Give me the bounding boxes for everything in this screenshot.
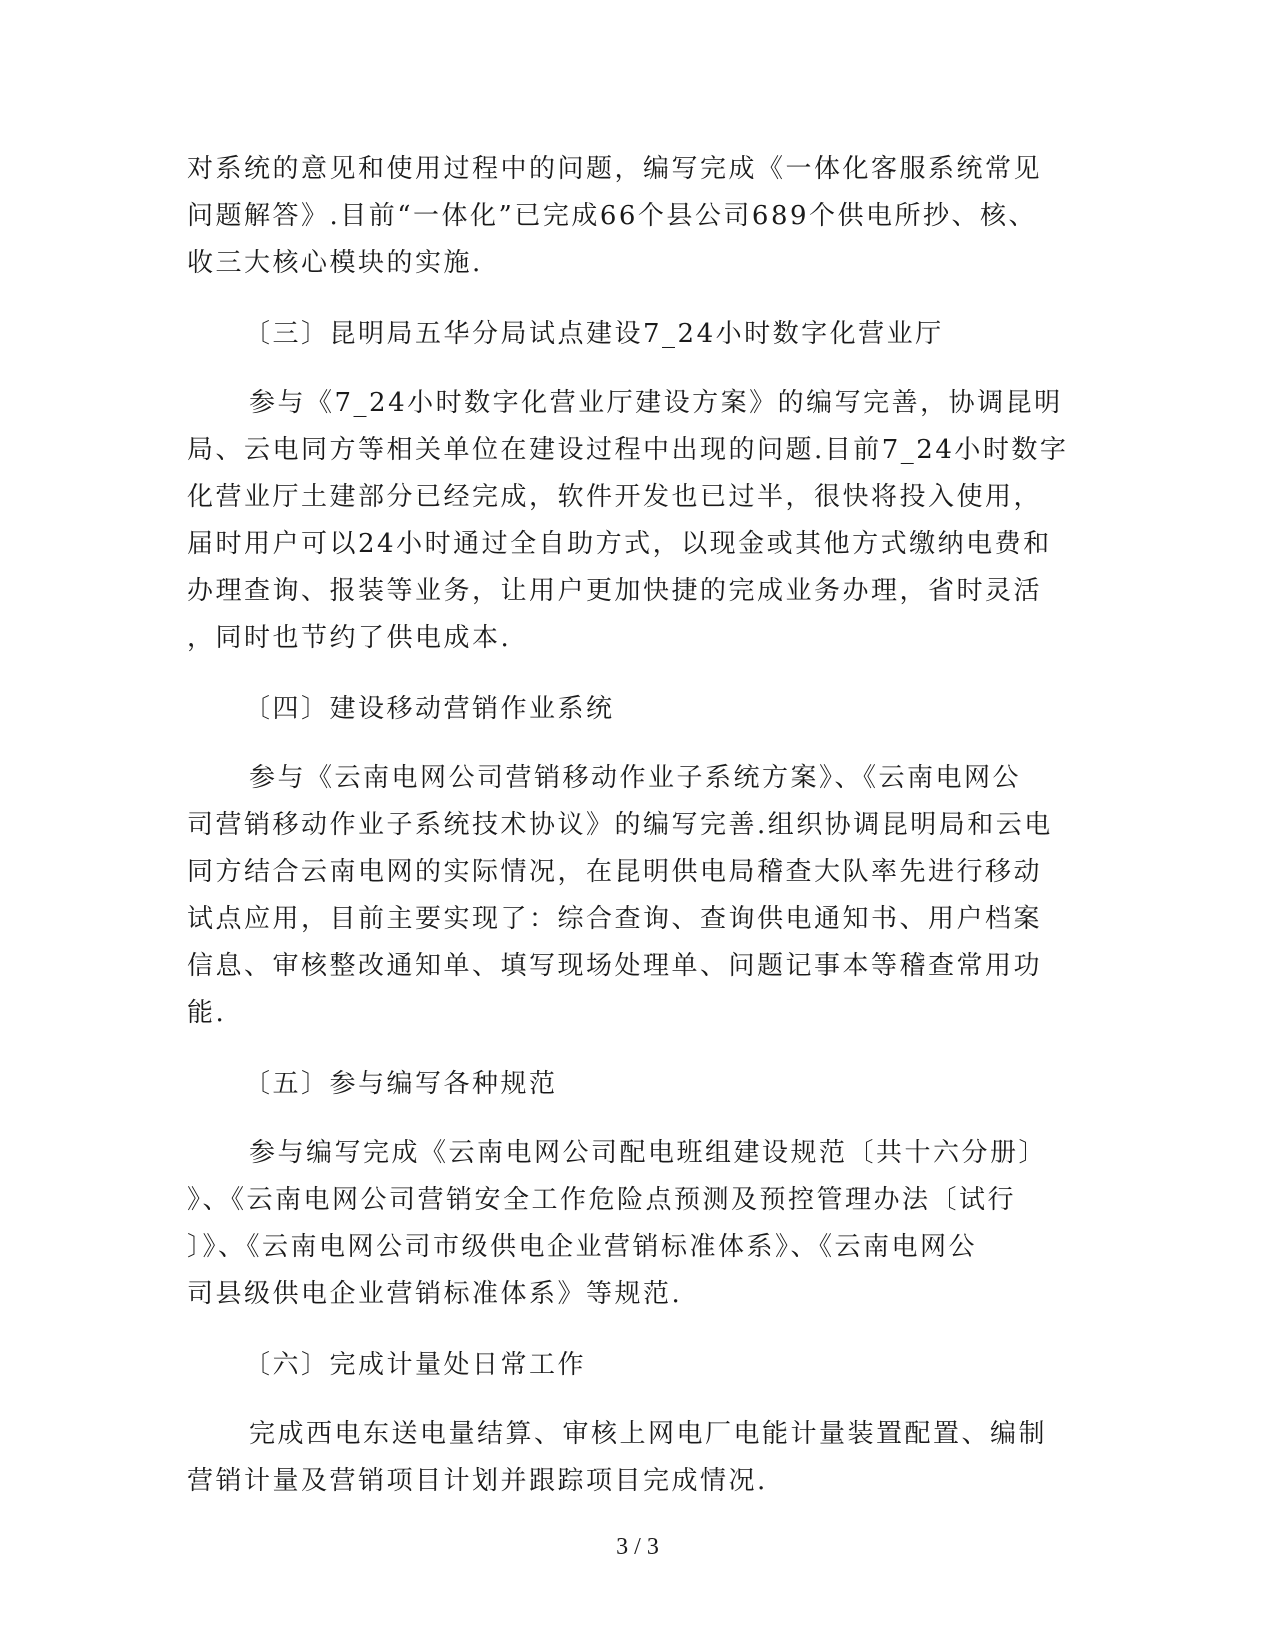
document-body bbox=[187, 146, 1067, 1529]
paragraph-line: 届时用户可以24小时通过全自助方式，以现金或其他方式缴纳电费和 bbox=[187, 529, 1052, 559]
paragraph-line: 》、《云南电网公司营销安全工作危险点预测及预控管理办法〔试行 bbox=[187, 1185, 1017, 1215]
paragraph-line: 司营销移动作业子系统技术协议》的编写完善.组织协调昆明局和云电 bbox=[187, 810, 1053, 840]
paragraph-line: 办理查询、报装等业务，让用户更加快捷的完成业务办理，省时灵活 bbox=[187, 576, 1043, 606]
page-number: 3 / 3 bbox=[616, 1534, 659, 1560]
paragraph-section-6 bbox=[187, 1411, 1067, 1505]
paragraph-line: 局、云电同方等相关单位在建设过程中出现的问题.目前7_24小时数字 bbox=[187, 435, 1069, 465]
paragraph-section-5 bbox=[187, 1130, 1067, 1318]
section-heading-4: 〔四〕建设移动营销作业系统 bbox=[244, 694, 615, 724]
paragraph-line: 试点应用，目前主要实现了：综合查询、查询供电通知书、用户档案 bbox=[187, 904, 1043, 934]
section-heading-3: 〔三〕昆明局五华分局试点建设7_24小时数字化营业厅 bbox=[244, 319, 944, 349]
section-heading-5: 〔五〕参与编写各种规范 bbox=[244, 1069, 558, 1099]
paragraph-section-4 bbox=[187, 755, 1067, 1037]
section-heading-6: 〔六〕完成计量处日常工作 bbox=[244, 1350, 587, 1380]
paragraph-line: ，同时也节约了供电成本. bbox=[187, 623, 512, 653]
paragraph-line: 对系统的意见和使用过程中的问题，编写完成《一体化客服系统常见 bbox=[187, 154, 1043, 184]
paragraph-line: 能. bbox=[187, 998, 227, 1028]
paragraph-line: 收三大核心模块的实施. bbox=[187, 248, 483, 278]
paragraph-line: 问题解答》.目前“一体化”已完成66个县公司689个供电所抄、核、 bbox=[187, 201, 1038, 231]
paragraph-line: 〕》、《云南电网公司市级供电企业营销标准体系》、《云南电网公 bbox=[187, 1232, 978, 1262]
paragraph-line: 同方结合云南电网的实际情况，在昆明供电局稽查大队率先进行移动 bbox=[187, 857, 1043, 887]
paragraph-line: 完成西电东送电量结算、审核上网电厂电能计量装置配置、编制 bbox=[249, 1419, 1048, 1449]
paragraph-continuation bbox=[187, 146, 1067, 287]
paragraph-line: 参与《7_24小时数字化营业厅建设方案》的编写完善，协调昆明 bbox=[249, 388, 1063, 418]
paragraph-line: 司县级供电企业营销标准体系》等规范. bbox=[187, 1279, 683, 1309]
paragraph-line: 信息、审核整改通知单、填写现场处理单、问题记事本等稽查常用功 bbox=[187, 951, 1043, 981]
paragraph-line: 化营业厅土建部分已经完成，软件开发也已过半，很快将投入使用， bbox=[187, 482, 1043, 512]
paragraph-line: 参与编写完成《云南电网公司配电班组建设规范〔共十六分册〕 bbox=[249, 1138, 1048, 1168]
paragraph-line: 营销计量及营销项目计划并跟踪项目完成情况. bbox=[187, 1466, 768, 1496]
paragraph-line: 参与《云南电网公司营销移动作业子系统方案》、《云南电网公 bbox=[249, 763, 1022, 793]
paragraph-section-3 bbox=[187, 380, 1067, 662]
